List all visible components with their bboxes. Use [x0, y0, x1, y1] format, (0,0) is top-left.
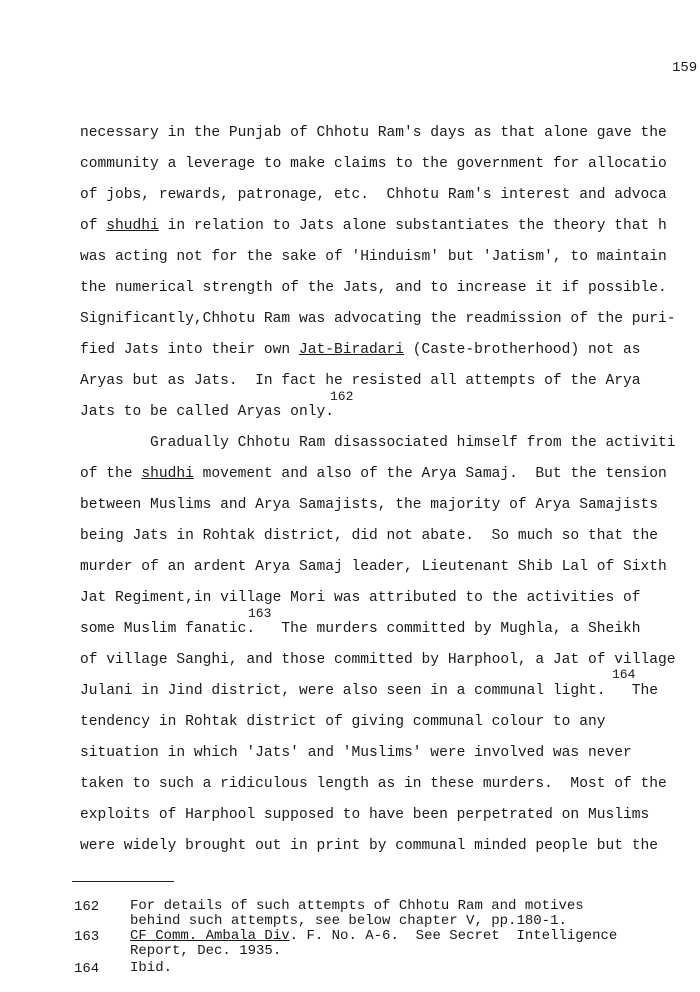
text-line: being Jats in Rohtak district, did not abate. So much so that the [80, 528, 659, 544]
text-line: were widely brought out in print by communal minded people but the [80, 838, 659, 854]
footnote-source: CF Comm. Ambala Div [130, 928, 290, 944]
text-line: exploits of Harphool supposed to have been perpetrated on Muslims [80, 807, 650, 823]
footnote-line: . F. No. A-6. See Secret Intelligence [289, 928, 618, 944]
footnote-line: behind such attempts, see below chapter V, pp.180-1. [130, 913, 567, 929]
text-line: fied Jats into their own Jat-Biradari (Caste-brotherhood) not as [80, 342, 641, 358]
text-line: the numerical strength of the Jats, and to increase it if possible. [80, 280, 667, 296]
footnote-ref-162: 162 [330, 389, 354, 404]
text-line: murder of an ardent Arya Samaj leader, Lieutenant Shib Lal of Sixth [80, 559, 667, 575]
footnote-ref-163: 163 [248, 606, 272, 621]
footnote-number: 163 [74, 929, 100, 945]
text-line: of shudhi in relation to Jats alone substantiates the theory that h [80, 218, 667, 234]
text-line: Julani in Jind district, were also seen in a communal light. The [80, 683, 659, 699]
text-line: of jobs, rewards, patronage, etc. Chhotu Ram's interest and advoca [80, 187, 667, 203]
underlined-term: Jat-Biradari [298, 342, 405, 358]
footnote-number: 164 [74, 961, 100, 977]
text-line: situation in which 'Jats' and 'Muslims' were involved was never [80, 745, 632, 761]
text-line: between Muslims and Arya Samajists, the majority of Arya Samajists [80, 497, 659, 513]
text-line: Jats to be called Aryas only. [80, 404, 334, 420]
footnote-line: For details of such attempts of Chhotu Ram and motives [130, 898, 584, 914]
text-line: necessary in the Punjab of Chhotu Ram's days as that alone gave the [80, 125, 667, 141]
text-line: Jat Regiment,in village Mori was attributed to the activities of [80, 590, 641, 606]
text-line: was acting not for the sake of 'Hinduism' but 'Jatism', to maintain [80, 249, 667, 265]
text-line: some Muslim fanatic. The murders committed by Mughla, a Sheikh [80, 621, 641, 637]
footnote-164-text: Ibid. [130, 960, 173, 976]
text-line: tendency in Rohtak district of giving communal colour to any [80, 714, 606, 730]
footnote-number: 162 [74, 899, 100, 915]
footnote-162-text [130, 899, 584, 929]
text-line: taken to such a ridiculous length as in these murders. Most of the [80, 776, 667, 792]
footnote-divider [72, 881, 174, 882]
footnote-line: Report, Dec. 1935. [130, 943, 282, 959]
footnote-163-text [130, 929, 617, 959]
text-line: of village Sanghi, and those committed by Harphool, a Jat of village [80, 652, 676, 668]
footnote-ref-164: 164 [612, 667, 636, 682]
text-line: Aryas but as Jats. In fact he resisted all attempts of the Arya [80, 373, 641, 389]
page-number: 159 [672, 60, 698, 76]
text-line: of the shudhi movement and also of the Arya Samaj. But the tension [80, 466, 667, 482]
underlined-term: shudhi [141, 466, 194, 482]
text-line: Gradually Chhotu Ram disassociated himself from the activiti [80, 435, 676, 451]
underlined-term: shudhi [106, 218, 159, 234]
text-line: Significantly,Chhotu Ram was advocating the readmission of the puri- [80, 311, 676, 327]
text-line: community a leverage to make claims to the government for allocatio [80, 156, 667, 172]
